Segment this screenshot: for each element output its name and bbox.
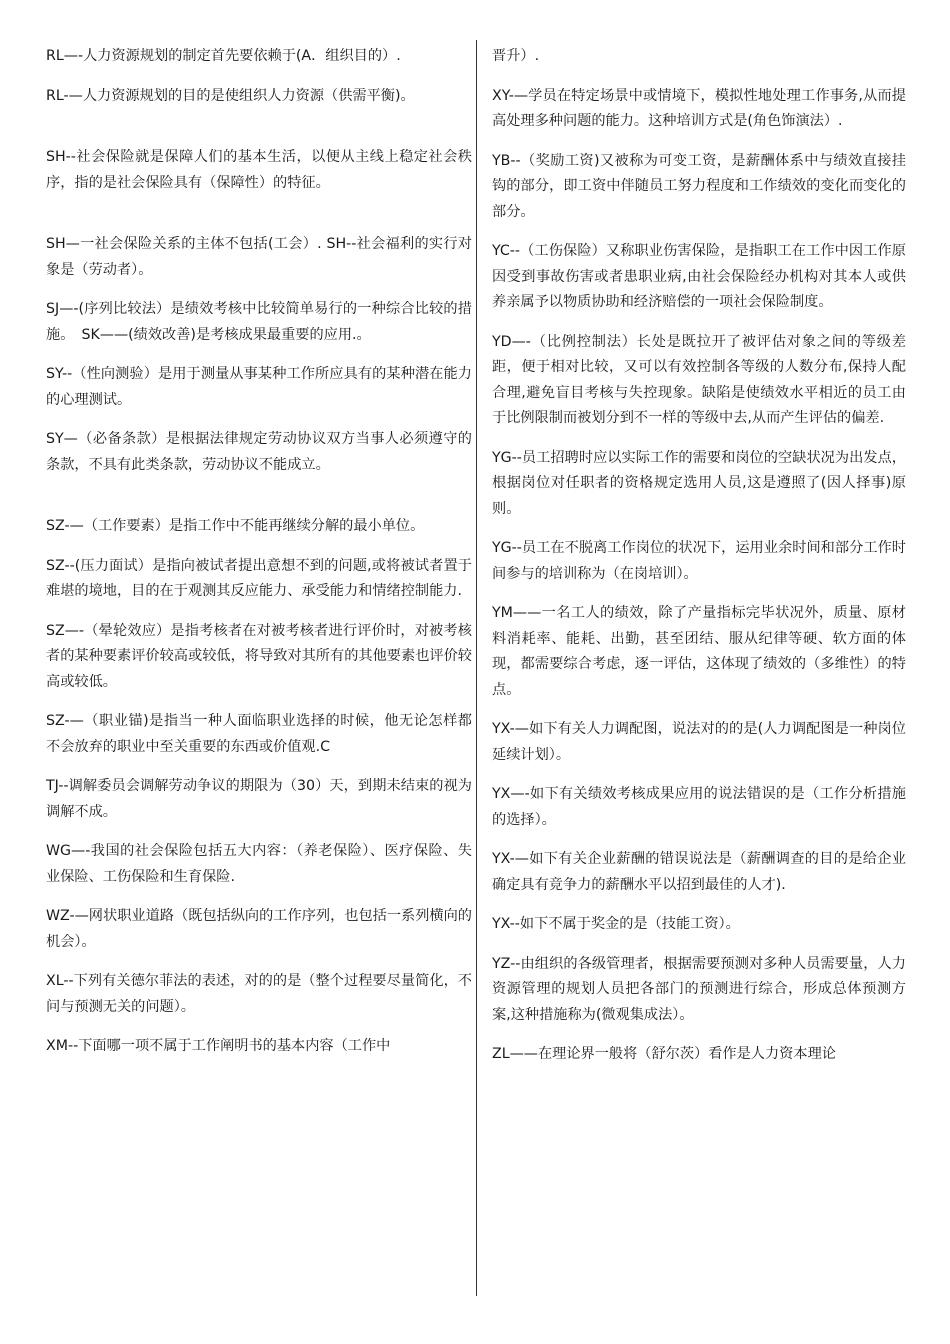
right-entry-yc: YC--（工伤保险）又称职业伤害保险，是指职工在工作中因工作原因受到事故伤害或者患职业病,由社会保险经办机构对其本人或供养亲属予以物质协助和经济赔偿的一项社会保险制度。: [492, 243, 906, 310]
left-entry-xm: XM--下面哪一项不属于工作阐明书的基本内容（工作中: [46, 1038, 391, 1054]
right-entry-yz: YZ--由组织的各级管理者，根据需要预测对多种人员需要量，人力资源管理的规划人员把各部门的预测进行综合，形成总体预测方案,这种措施称为(微观集成法）。: [492, 955, 906, 1023]
spacer: [46, 210, 472, 232]
left-entry-sy-2: SY—（必备条款）是根据法律规定劳动协议双方当事人必须遵守的条款，不具有此类条款，劳动协议不能成立。: [46, 431, 472, 473]
right-entry-yd: YD—-（比例控制法）长处是既拉开了被评估对象之间的等级差距，便于相对比较，又可以有效控制各等级的人数分布,保持人配合理,避免盲目考核与失控现象。缺陷是使绩效水平相近的员工由于比例限制而被划分到不一样的等级中去,从而产生评估的偏差.: [492, 333, 906, 426]
left-entry-sz-3: SZ—-（晕轮效应）是指考核者在对被考核者进行评价时，对被考核者的某种要素评价较高或较低，将导致对其所有的其他要素也评价较高或较低。: [46, 622, 472, 690]
column-divider: [476, 40, 477, 1296]
left-entry-sz-1: SZ-—（工作要素）是指工作中不能再继续分解的最小单位。: [46, 518, 425, 534]
right-entry-ym: YM——一名工人的绩效，除了产量指标完毕状况外，质量、原材料消耗率、能耗、出勤，甚至团结、服从纪律等硬、软方面的体现，都需要综合考虑，逐一评估，这体现了绩效的（多维性）的特点。: [492, 605, 906, 698]
left-entry-sh-1: SH--社会保险就是保障人们的基本生活，以便从主线上稳定社会秩序，指的是社会保险具有（保障性）的特征。: [46, 149, 472, 191]
left-entry-sz-2: SZ--(压力面试）是指向被试者提出意想不到的问题,或将被试者置于难堪的境地，目的在于观测其反应能力、承受能力和情绪控制能力.: [46, 557, 472, 599]
left-entry-wg: WG—-我国的社会保险包括五大内容：（养老保险）、医疗保险、失业保险、工伤保险和生育保险.: [46, 843, 472, 885]
right-entry-yx-2: YX—-如下有关绩效考核成果应用的说法错误的是（工作分析措施的选择）。: [492, 786, 906, 828]
right-entry-continuation: 晋升）.: [492, 48, 540, 64]
left-entry-sh-2: SH—一社会保险关系的主体不包括(工会）. SH--社会福利的实行对象是（劳动者）。: [46, 236, 472, 278]
right-entry-zl: ZL——在理论界一般将（舒尔茨）看作是人力资本理论: [492, 1046, 836, 1062]
left-column: [46, 44, 472, 1074]
spacer: [46, 123, 472, 145]
right-column: [492, 44, 906, 1082]
right-entry-yx-3: YX-—如下有关企业薪酬的错误说法是（薪酬调查的目的是给企业确定具有竞争力的薪酬水平以招到最佳的人才).: [492, 851, 906, 893]
left-entry-sj: SJ—-(序列比较法）是绩效考核中比较简单易行的一种综合比较的措施。 SK——(绩效改善)是考核成果最重要的应用.。: [46, 301, 472, 343]
right-entry-yb: YB--（奖励工资)又被称为可变工资，是薪酬体系中与绩效直接挂钩的部分，即工资中伴随员工努力程度和工作绩效的变化而变化的部分。: [492, 152, 906, 220]
left-entry-sy-1: SY--（性向测验）是用于测量从事某种工作所应具有的某种潜在能力的心理测试。: [46, 366, 472, 408]
spacer: [46, 492, 472, 514]
right-entry-yx-4: YX--如下不属于奖金的是（技能工资）。: [492, 916, 740, 932]
left-entry-rl-1: RL—-人力资源规划的制定首先要依赖于(A．组织目的）.: [46, 48, 401, 64]
right-entry-xy: XY-—学员在特定场景中或情境下，模拟性地处理工作事务,从而提高处理多种问题的能力。这种培训方式是(角色饰演法）.: [492, 87, 906, 129]
right-entry-yg-2: YG--员工在不脱离工作岗位的状况下，运用业余时间和部分工作时间参与的培训称为（在岗培训）。: [492, 540, 906, 582]
right-entry-yg-1: YG--员工招聘时应以实际工作的需要和岗位的空缺状况为出发点，根据岗位对任职者的资格规定选用人员,这是遵照了(因人择事)原则。: [492, 449, 906, 517]
right-entry-yx-1: YX-—如下有关人力调配图，说法对的的是(人力调配图是一种岗位延续计划）。: [492, 721, 906, 763]
left-entry-tj: TJ--调解委员会调解劳动争议的期限为（30）天，到期未结束的视为调解不成。: [46, 778, 472, 820]
left-entry-rl-2: RL-—人力资源规划的目的是使组织人力资源（供需平衡)。: [46, 87, 415, 104]
left-entry-sz-4: SZ-—（职业锚)是指当一种人面临职业选择的时候，他无论怎样都不会放弃的职业中至关重要的东西或价值观.C: [46, 713, 472, 755]
left-entry-wz: WZ-—网状职业道路（既包括纵向的工作序列，也包括一系列横向的机会）。: [46, 908, 472, 950]
left-entry-xl: XL--下列有关德尔菲法的表述，对的的是（整个过程要尽量简化，不问与预测无关的问题）。: [46, 973, 472, 1015]
